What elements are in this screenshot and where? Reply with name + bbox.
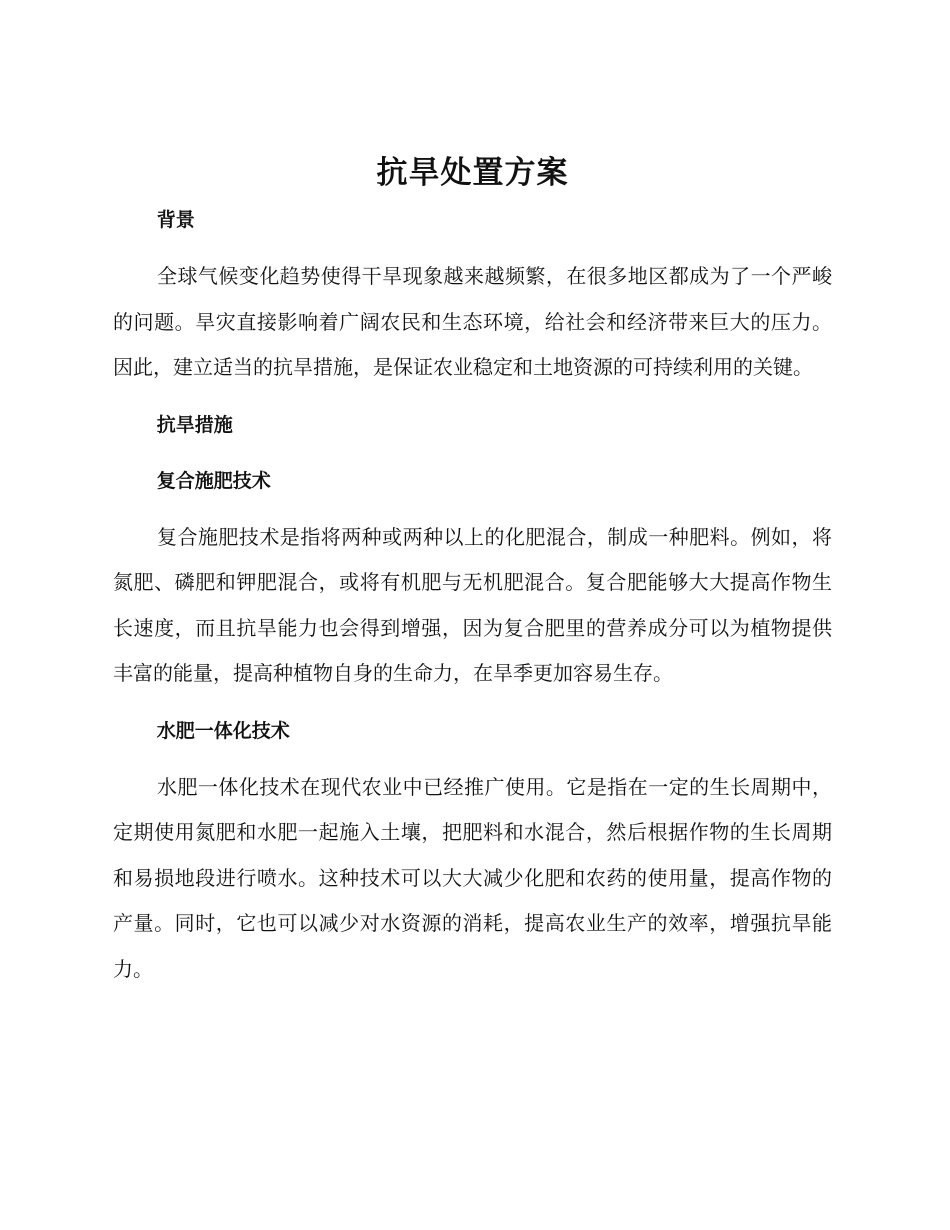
compound-fertilization-paragraph: 复合施肥技术是指将两种或两种以上的化肥混合，制成一种肥料。例如，将氮肥、磷肥和钾肥混合，或将有机肥与无机肥混合。复合肥能够大大提高作物生长速度，而且抗旱能力也会得到增强，因为复合肥里的营养成分可以为植物提供丰富的能量，提高种植物自身的生命力，在旱季更加容易生存。 <box>113 524 832 685</box>
document-title: 抗旱处置方案 <box>376 155 569 191</box>
water-fertilizer-paragraph: 水肥一体化技术在现代农业中已经推广使用。它是指在一定的生长周期中，定期使用氮肥和水肥一起施入土壤，把肥料和水混合，然后根据作物的生长周期和易损地段进行喷水。这种技术可以大大减少化肥和农药的使用量，提高作物的产量。同时，它也可以减少对水资源的消耗，提高农业生产的效率，增强抗旱能力。 <box>113 774 832 981</box>
measures-heading: 抗旱措施 <box>156 413 233 436</box>
water-fertilizer-heading: 水肥一体化技术 <box>156 719 290 742</box>
background-heading: 背景 <box>156 209 195 231</box>
compound-fertilization-heading: 复合施肥技术 <box>156 469 271 492</box>
background-paragraph: 全球气候变化趋势使得干旱现象越来越频繁，在很多地区都成为了一个严峻的问题。旱灾直接影响着广阔农民和生态环境，给社会和经济带来巨大的压力。因此，建立适当的抗旱措施，是保证农业稳定和土地资源的可持续利用的关键。 <box>113 264 832 379</box>
